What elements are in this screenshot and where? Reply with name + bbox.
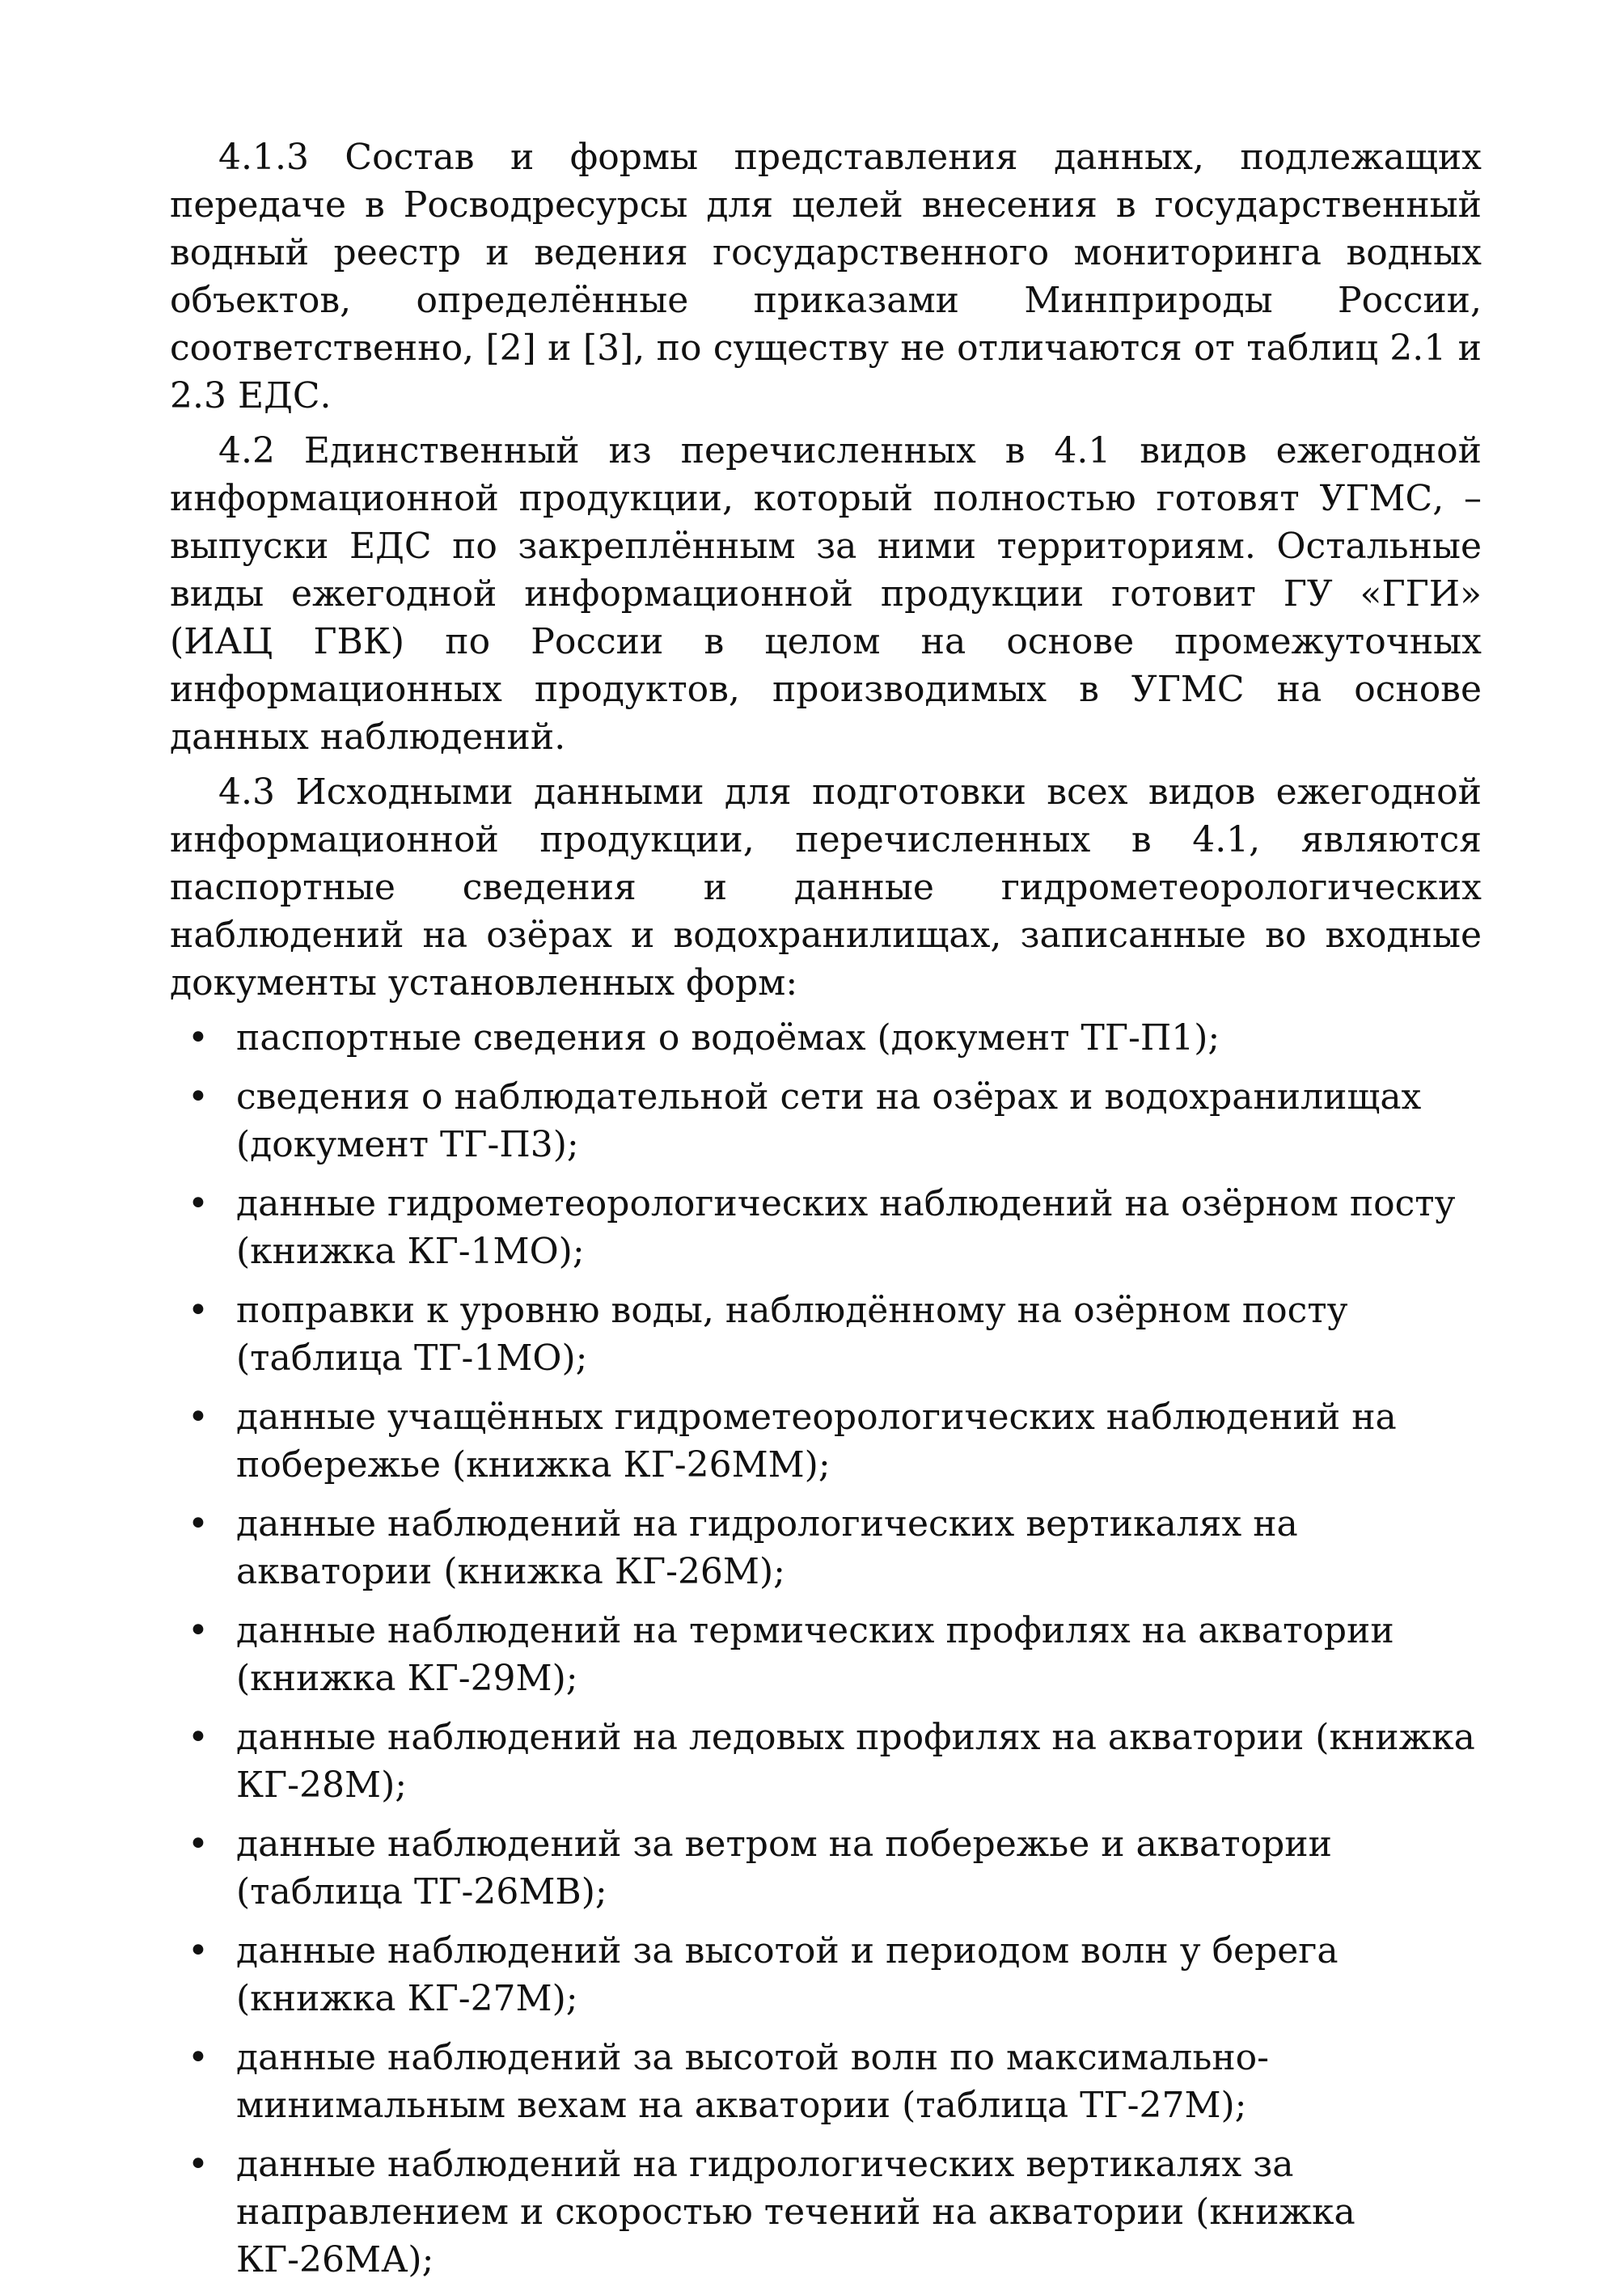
paragraph-4-1-3: 4.1.3 Состав и формы представления данных, подлежащих передаче в Росводресурсы для целей внесения в государственный водный реестр и ведения государственного мониторинга водных объектов, определённые приказами Минприроды России, соответственно, [2] и [3], по существу не отличаются от таблиц 2.1 и 2.3 ЕДС. [170,137,1482,416]
list-item [170,1014,1482,1062]
bullet-icon: • [188,1610,209,1651]
list-item-text: сведения о наблюдательной сети на озёрах и водохранилищах (документ ТГ-П3); [236,1076,1422,1165]
bullet-icon: • [188,2037,209,2078]
list-item [170,2141,1482,2284]
bullet-icon: • [188,1930,209,1972]
bullet-icon: • [188,1397,209,1438]
bullet-icon: • [188,1290,209,1331]
list-item-text: данные наблюдений на ледовых профилях на акватории (книжка КГ-28М); [236,1717,1475,1806]
list-item-text: данные наблюдений на гидрологических вертикалях за направлением и скоростью течений на акватории (книжка КГ-26МА); [236,2144,1355,2280]
bullet-icon: • [188,2144,209,2185]
list-item-text: поправки к уровню воды, наблюдённому на озёрном посту (таблица ТГ-1МО); [236,1290,1348,1379]
list-item-text: паспортные сведения о водоёмах (документ ТГ-П1); [236,1017,1220,1059]
list-item [170,1607,1482,1702]
list-item-text: данные наблюдений на гидрологических вертикалях на акватории (книжка КГ-26М); [236,1503,1298,1592]
paragraph-4-2: 4.2 Единственный из перечисленных в 4.1 видов ежегодной информационной продукции, который полностью готовят УГМС, – выпуски ЕДС по закреплённым за ними территориям. Остальные виды ежегодной информационной продукции готовит ГУ «ГГИ» (ИАЦ ГВК) по России в целом на основе промежуточных информационных продуктов, производимых в УГМС на основе данных наблюдений. [170,430,1482,758]
bullet-icon: • [188,1183,209,1224]
list-item [170,1180,1482,1275]
list-item [170,1714,1482,1809]
list-item-text: данные наблюдений за высотой волн по максимально-минимальным вехам на акватории (таблица ТГ-27М); [236,2037,1270,2126]
list-item-text: данные учащённых гидрометеорологических наблюдений на побережье (книжка КГ-26ММ); [236,1397,1397,1486]
bullet-icon: • [188,1824,209,1865]
list-item-text: данные наблюдений на термических профилях на акватории (книжка КГ-29М); [236,1610,1394,1699]
list-item [170,1393,1482,1489]
bullet-icon: • [188,1503,209,1545]
list-item-text: данные наблюдений за ветром на побережье и акватории (таблица ТГ-26МВ); [236,1824,1332,1913]
list-item [170,2034,1482,2129]
bullet-icon: • [188,1717,209,1758]
list-item [170,1073,1482,1169]
document-body [170,133,1482,2295]
list-item-text: данные наблюдений за высотой и периодом волн у берега (книжка КГ-27М); [236,1930,1339,2019]
input-documents-list [170,1014,1482,2284]
list-item [170,1500,1482,1596]
bullet-icon: • [188,1017,209,1059]
list-item [170,1287,1482,1382]
list-item [170,1820,1482,1916]
bullet-icon: • [188,1076,209,1118]
list-item [170,1927,1482,2022]
paragraph-4-3: 4.3 Исходными данными для подготовки всех видов ежегодной информационной продукции, перечисленных в 4.1, являются паспортные сведения и данные гидрометеорологических наблюдений на озёрах и водохранилищах, записанные во входные документы установленных форм: [170,771,1482,1004]
list-item-text: данные гидрометеорологических наблюдений на озёрном посту (книжка КГ-1МО); [236,1183,1456,1272]
